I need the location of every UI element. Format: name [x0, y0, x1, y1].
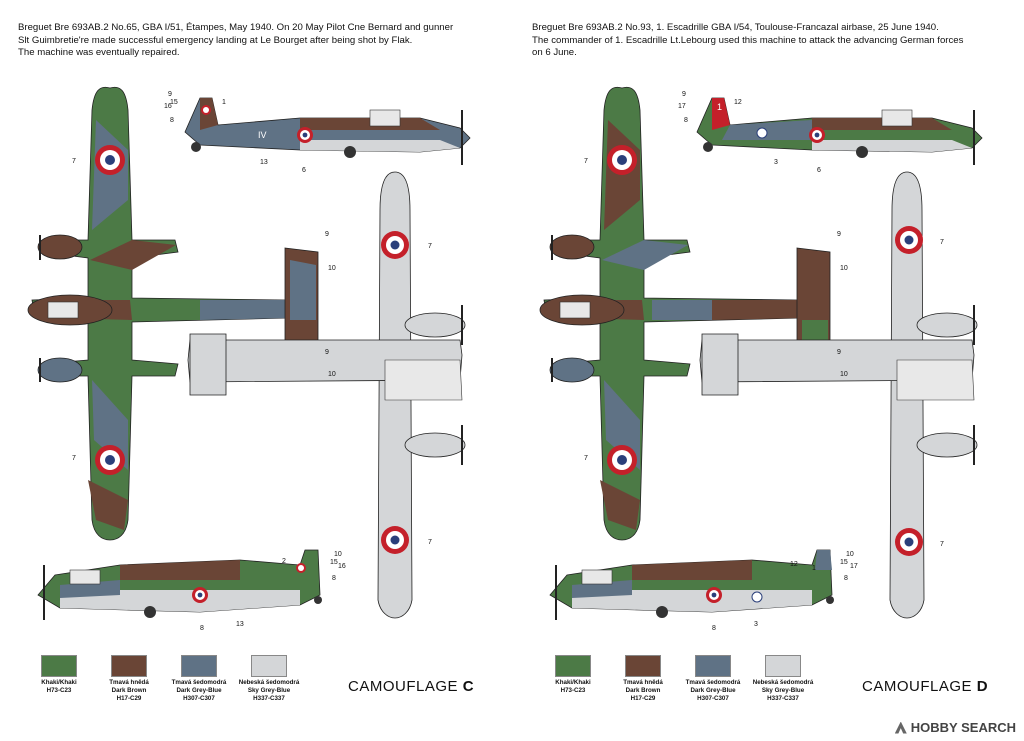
- svg-text:9: 9: [325, 349, 329, 356]
- svg-text:10: 10: [328, 371, 336, 378]
- svg-text:15: 15: [170, 99, 178, 106]
- aircraft-illustrations: [512, 0, 1024, 741]
- svg-text:8: 8: [200, 625, 204, 632]
- swatch-chip: [41, 655, 77, 677]
- swatch-chip: [111, 655, 147, 677]
- svg-text:3: 3: [774, 159, 778, 166]
- top-view-camouflaged: [540, 87, 830, 540]
- swatch-chip: [695, 655, 731, 677]
- svg-text:9: 9: [682, 91, 686, 98]
- swatch-chip: [251, 655, 287, 677]
- svg-text:17: 17: [850, 563, 858, 570]
- svg-text:6: 6: [817, 167, 821, 174]
- svg-text:9: 9: [325, 231, 329, 238]
- svg-text:8: 8: [712, 625, 716, 632]
- svg-text:10: 10: [846, 551, 854, 558]
- svg-text:8: 8: [332, 575, 336, 582]
- swatch-chip: [555, 655, 591, 677]
- swatch-dark-brown: Tmavá hnědá Dark Brown H17-C29: [98, 655, 160, 703]
- svg-text:9: 9: [168, 91, 172, 98]
- swatch-sky-grey-blue: Nebeská šedomodrá Sky Grey-Blue H337-C337: [752, 655, 814, 703]
- svg-text:15: 15: [840, 559, 848, 566]
- swatch-dark-brown: Tmavá hnědá Dark Brown H17-C29: [612, 655, 674, 703]
- svg-text:16: 16: [164, 103, 172, 110]
- svg-text:16: 16: [338, 563, 346, 570]
- svg-text:9: 9: [837, 231, 841, 238]
- underside-view: [188, 172, 465, 618]
- svg-text:10: 10: [334, 551, 342, 558]
- swatch-chip: [181, 655, 217, 677]
- svg-text:1: 1: [812, 565, 816, 572]
- svg-text:8: 8: [170, 117, 174, 124]
- aircraft-description: Breguet Bre 693AB.2 No.65, GBA I/51, Étampes, May 1940. On 20 May Pilot Cne Bernard and gunner Slt Guimbretie're made successful emergency landing at Le Bourget after being shot by Flak. The machine was eventually repaired.: [18, 22, 454, 58]
- svg-text:7: 7: [428, 539, 432, 546]
- svg-text:15: 15: [330, 559, 338, 566]
- watermark: HOBBY SEARCH: [895, 720, 1016, 735]
- svg-text:13: 13: [236, 621, 244, 628]
- brand-logo-icon: [895, 722, 907, 734]
- swatch-dark-grey-blue: Tmavá šedomodrá Dark Grey-Blue H307-C307: [168, 655, 230, 703]
- swatch-sky-grey-blue: Nebeská šedomodrá Sky Grey-Blue H337-C337: [238, 655, 300, 703]
- svg-text:10: 10: [840, 265, 848, 272]
- top-view-camouflaged: [28, 87, 318, 540]
- aircraft-description: Breguet Bre 693AB.2 No.93, 1. Escadrille GBA I/54, Toulouse-Francazal airbase, 25 June 1940. The commander of 1. Escadrille Lt.Lebourg used this machine to attack the advancing German forces on 6 June.: [532, 22, 964, 58]
- profile-panel-camouflage-d: [512, 0, 1024, 741]
- swatch-chip: [625, 655, 661, 677]
- svg-text:10: 10: [840, 371, 848, 378]
- fin-code-text: 1: [717, 102, 723, 112]
- svg-text:7: 7: [72, 455, 76, 462]
- fin-code-text: IV: [258, 130, 267, 140]
- swatch-khaki: Khaki/Khaki H73-C23: [28, 655, 90, 695]
- svg-text:17: 17: [678, 103, 686, 110]
- camouflage-title: CAMOUFLAGE C: [348, 678, 475, 695]
- svg-text:12: 12: [734, 99, 742, 106]
- svg-text:13: 13: [260, 159, 268, 166]
- svg-text:1: 1: [222, 99, 226, 106]
- svg-text:9: 9: [837, 349, 841, 356]
- side-profile-top: [697, 98, 982, 165]
- svg-text:8: 8: [684, 117, 688, 124]
- swatch-khaki: Khaki/Khaki H73-C23: [542, 655, 604, 695]
- svg-text:7: 7: [72, 158, 76, 165]
- camouflage-title: CAMOUFLAGE D: [862, 678, 989, 695]
- swatch-chip: [765, 655, 801, 677]
- svg-text:7: 7: [584, 158, 588, 165]
- svg-text:7: 7: [940, 541, 944, 548]
- svg-text:7: 7: [584, 455, 588, 462]
- underside-view: [700, 172, 977, 618]
- svg-text:3: 3: [754, 621, 758, 628]
- swatch-dark-grey-blue: Tmavá šedomodrá Dark Grey-Blue H307-C307: [682, 655, 744, 703]
- svg-text:12: 12: [790, 561, 798, 568]
- side-profile-top: [185, 98, 470, 165]
- side-profile-bottom: [38, 550, 322, 620]
- svg-text:7: 7: [940, 239, 944, 246]
- svg-text:6: 6: [302, 167, 306, 174]
- svg-text:10: 10: [328, 265, 336, 272]
- svg-text:8: 8: [844, 575, 848, 582]
- svg-text:2: 2: [282, 558, 286, 565]
- svg-text:7: 7: [428, 243, 432, 250]
